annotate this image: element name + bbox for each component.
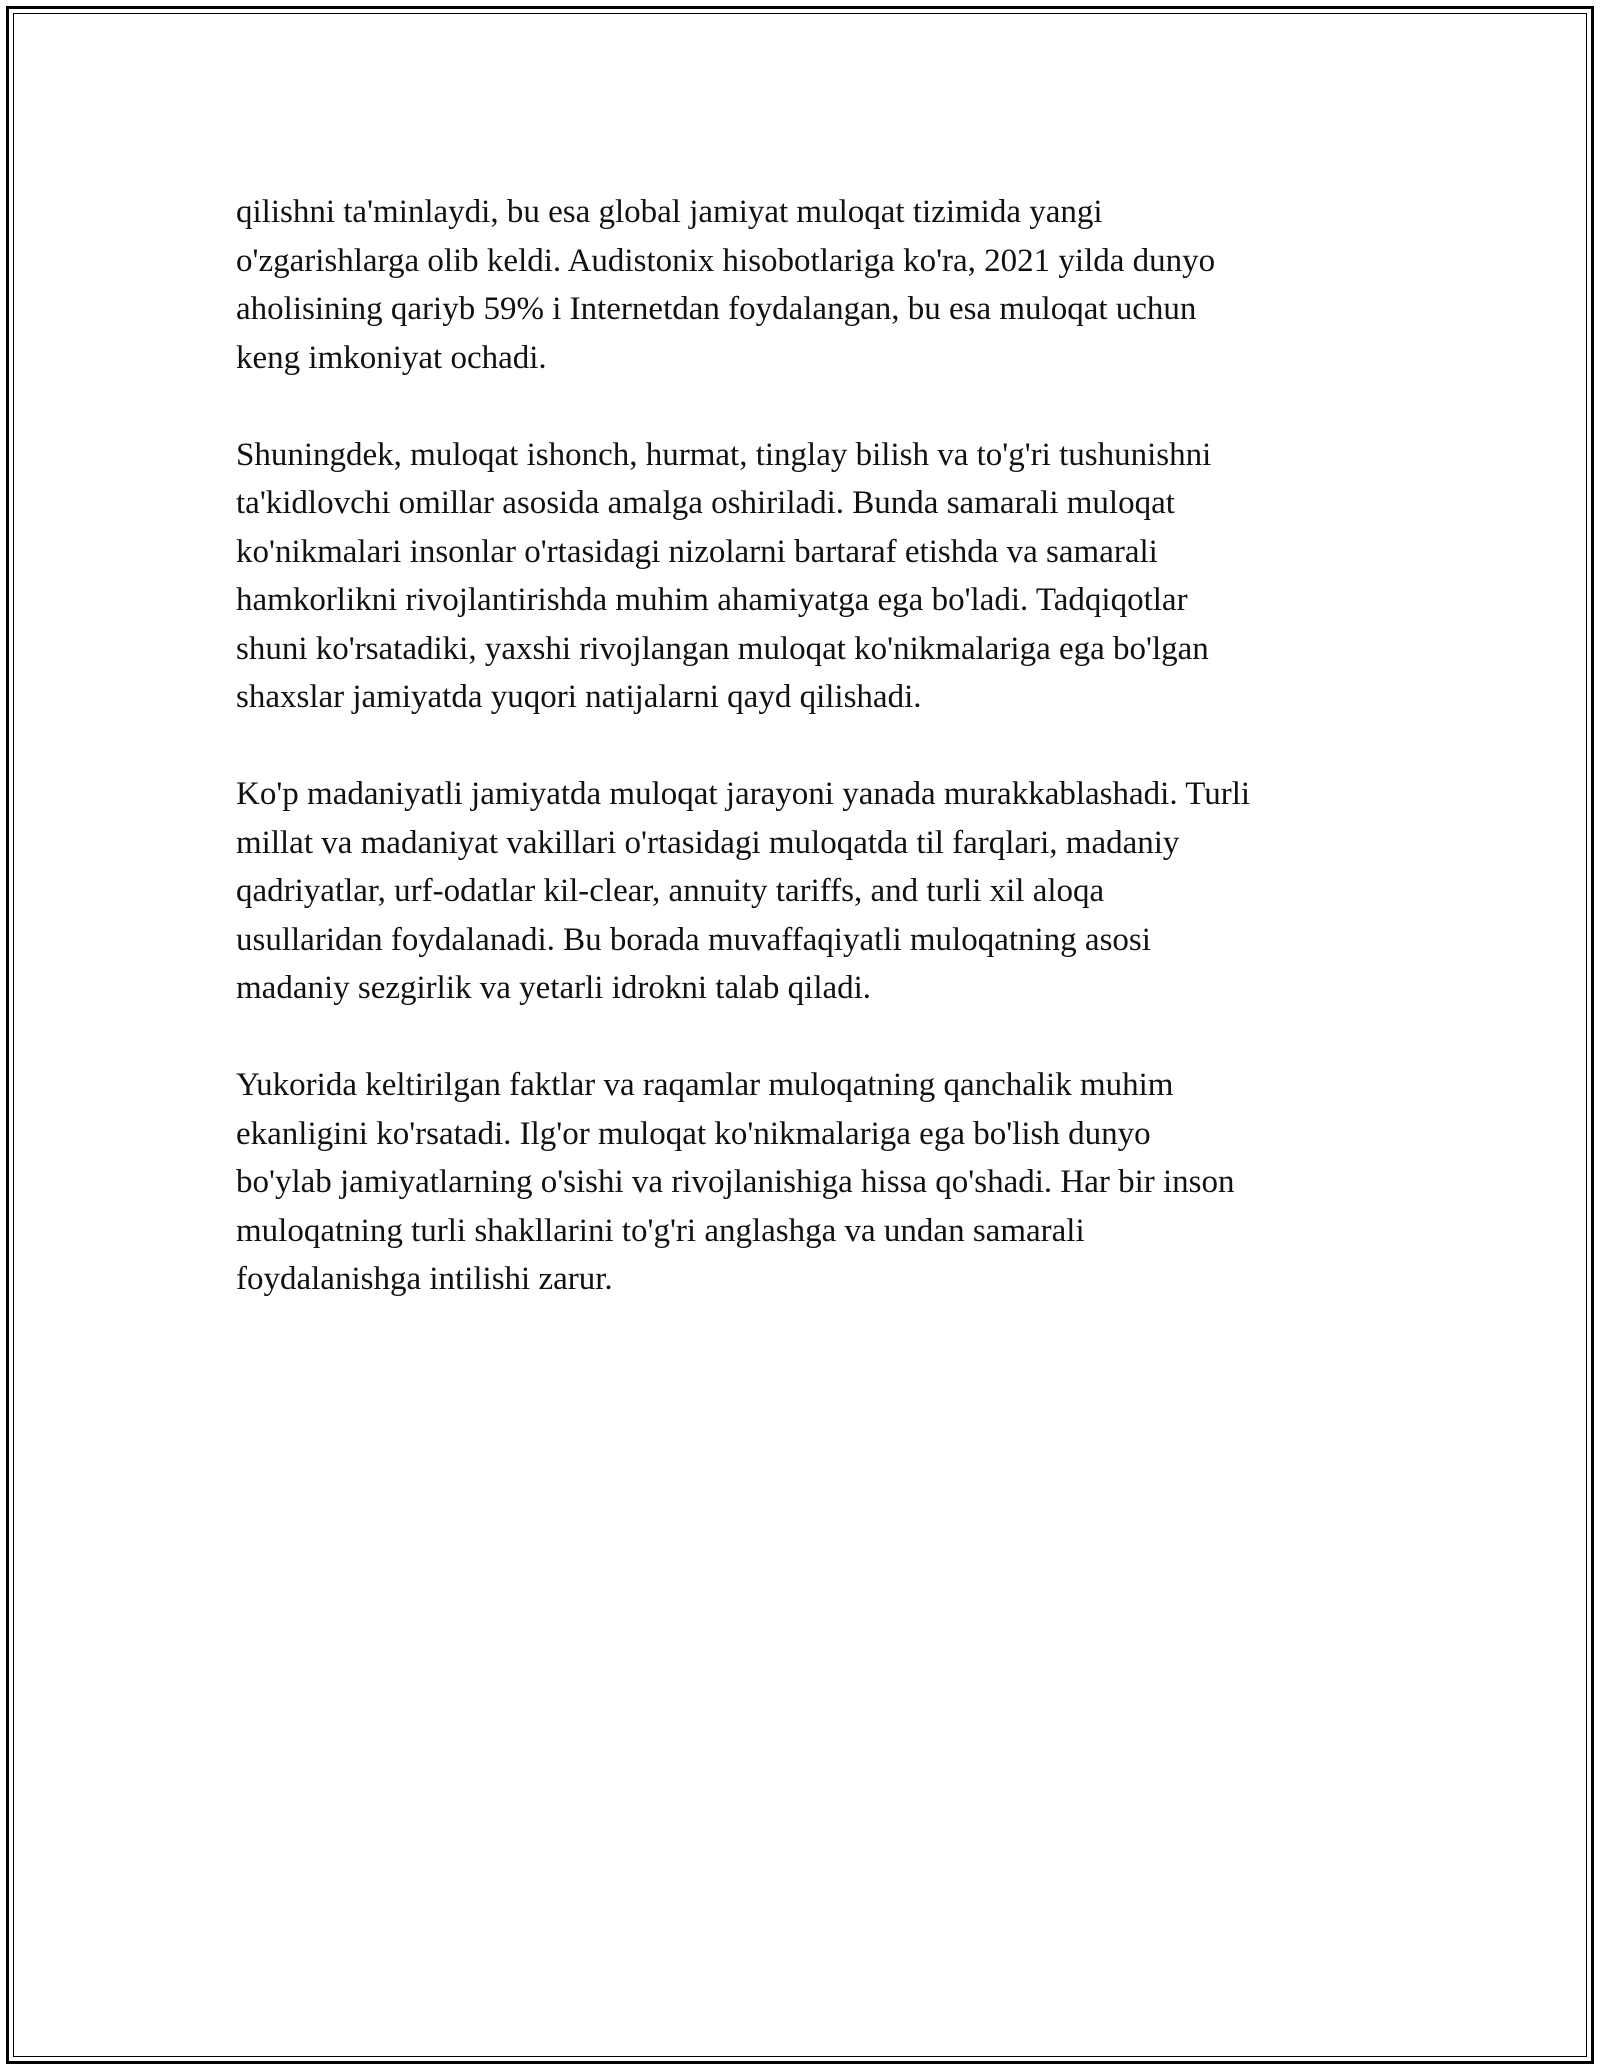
paragraph-line: foydalanishga intilishi zarur. [236, 1261, 613, 1297]
paragraph-line: millat va madaniyat vakillari o'rtasidagi muloqatda til farqlari, madaniy [236, 824, 1180, 861]
paragraph-line: Yukorida keltirilgan faktlar va raqamlar muloqatning qanchalik muhim [236, 1067, 1174, 1103]
paragraph-line: aholisining qariyb 59% i Internetdan foydalangan, bu esa muloqat uchun [236, 291, 1197, 327]
paragraph-2 [236, 431, 1376, 722]
document-body [236, 188, 1376, 1352]
paragraph-line: qilishni ta'minlaydi, bu esa global jamiyat muloqat tizimida yangi [236, 194, 1103, 230]
paragraph-line: shaxslar jamiyatda yuqori natijalarni qayd qilishadi. [236, 679, 922, 715]
paragraph-4 [236, 1061, 1376, 1304]
paragraph-line: shuni ko'rsatadiki, yaxshi rivojlangan muloqat ko'nikmalariga ega bo'lgan [236, 630, 1209, 667]
paragraph-line: ekanligini ko'rsatadi. Ilg'or muloqat ko'nikmalariga ega bo'lish dunyo [236, 1115, 1151, 1152]
paragraph-line: usullaridan foydalanadi. Bu borada muvaffaqiyatli muloqatning asosi [236, 921, 1151, 958]
paragraph-line: ta'kidlovchi omillar asosida amalga oshiriladi. Bunda samarali muloqat [236, 485, 1175, 521]
paragraph-3 [236, 770, 1376, 1013]
paragraph-line: hamkorlikni rivojlantirishda muhim ahamiyatga ega bo'ladi. Tadqiqotlar [236, 582, 1188, 618]
paragraph-line: Shuningdek, muloqat ishonch, hurmat, tinglay bilish va to'g'ri tushunishni [236, 436, 1212, 473]
paragraph-line: qadriyatlar, urf-odatlar kil-clear, annuity tariffs, and turli xil aloqa [236, 873, 1105, 909]
paragraph-line: ko'nikmalari insonlar o'rtasidagi nizolarni bartaraf etishda va samarali [236, 533, 1158, 570]
paragraph-line: keng imkoniyat ochadi. [236, 339, 547, 376]
paragraph-line: Ko'p madaniyatli jamiyatda muloqat jarayoni yanada murakkablashadi. Turli [236, 776, 1251, 812]
paragraph-line: o'zgarishlarga olib keldi. Audistonix hisobotlariga ko'ra, 2021 yilda dunyo [236, 242, 1216, 279]
paragraph-1 [236, 188, 1376, 382]
paragraph-line: madaniy sezgirlik va yetarli idrokni talab qiladi. [236, 970, 872, 1006]
paragraph-line: muloqatning turli shakllarini to'g'ri anglashga va undan samarali [236, 1212, 1085, 1249]
paragraph-line: bo'ylab jamiyatlarning o'sishi va rivojlanishiga hissa qo'shadi. Har bir inson [236, 1164, 1235, 1200]
